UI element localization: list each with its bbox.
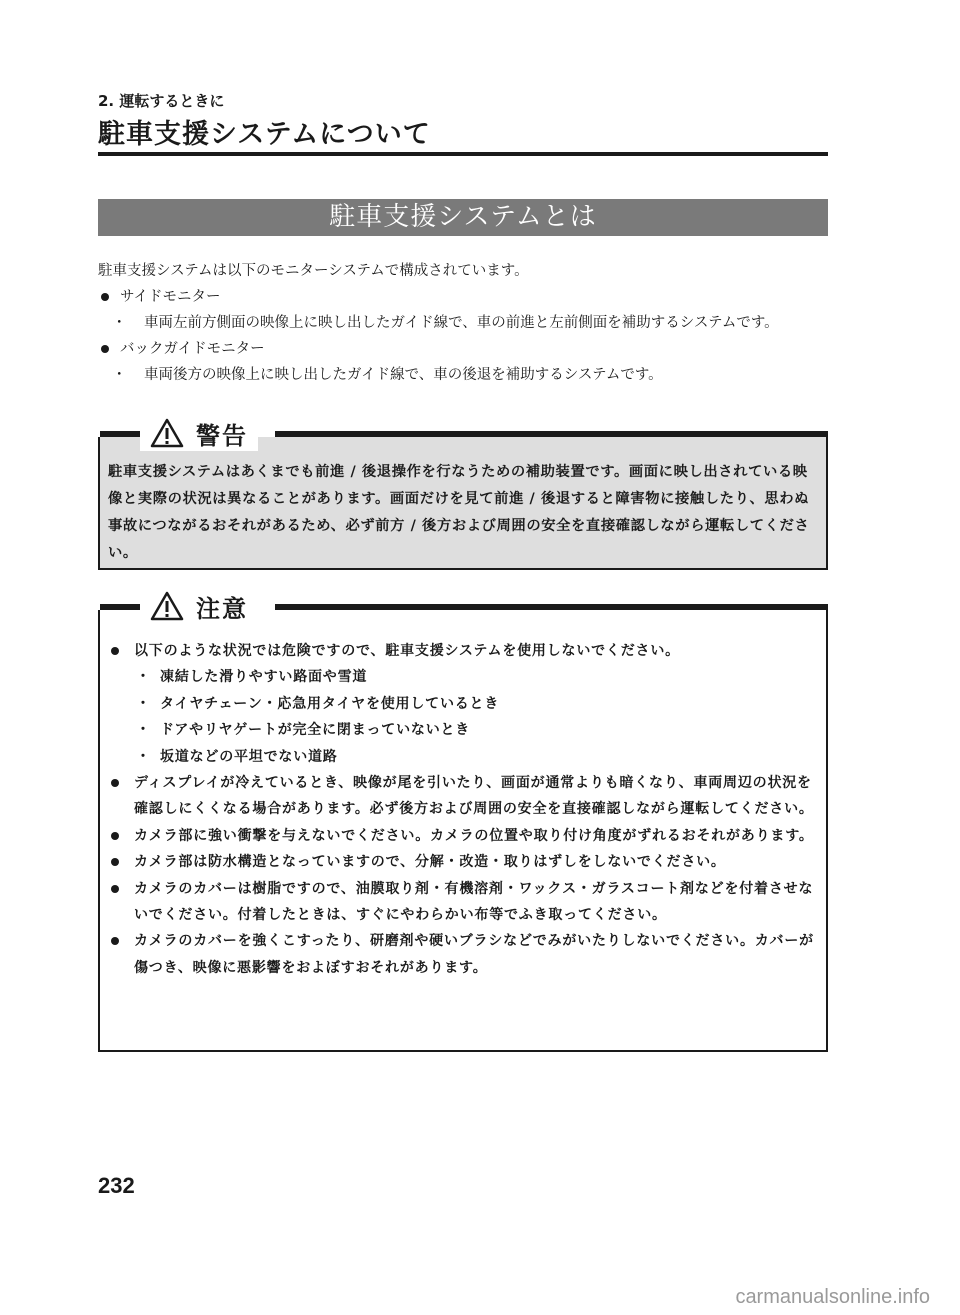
page-number: 232 xyxy=(98,1173,135,1198)
caution-item: カメラのカバーを強くこすったり、研磨剤や硬いブラシなどでみがいたりしないでください。カバーが傷つき、映像に悪影響をおよぼすおそれがあります。 xyxy=(108,928,820,981)
section-banner: 駐車支援システムとは xyxy=(98,199,828,236)
box-top-rule xyxy=(100,431,140,437)
page-title: 駐車支援システムについて xyxy=(98,119,431,150)
caution-list xyxy=(108,638,820,981)
caution-box xyxy=(98,594,828,1052)
caution-subitem: ・ タイヤチェーン・応急用タイヤを使用しているとき xyxy=(108,691,820,717)
caution-item: ディスプレイが冷えているとき、映像が尾を引いたり、画面が通常よりも暗くなり、車両周辺の状況を確認しにくくなる場合があります。必ず後方および周囲の安全を直接確認しながら運転してください。 xyxy=(108,770,820,823)
title-rule xyxy=(98,152,828,156)
intro-item-label: バックガイドモニター xyxy=(98,336,828,362)
warning-triangle-icon xyxy=(150,591,184,621)
section-label: 2. 運転するときに xyxy=(98,92,225,110)
warning-box xyxy=(98,421,828,570)
warning-text: 駐車支援システムはあくまでも前進 / 後退操作を行なうための補助装置です。画面に映し出されている映像と実際の状況は異なることがあります。画面だけを見て前進 / 後退すると障害物に接触したり、思わぬ事故につながるおそれがあるため、必ず前方 / 後方および周囲の安全を直接確認しながら運転してください。 xyxy=(108,464,810,561)
caution-subitem: ・ 坂道などの平坦でない道路 xyxy=(108,744,820,770)
caution-item: カメラのカバーは樹脂ですので、油膜取り剤・有機溶剤・ワックス・ガラスコート剤などを付着させないでください。付着したときは、すぐにやわらかい布等でふき取ってください。 xyxy=(108,876,820,929)
warning-label: 警告 xyxy=(196,421,248,450)
intro-item-detail: ・ 車両左前方側面の映像上に映し出したガイド線で、車の前進と左前側面を補助するシステムです。 xyxy=(98,310,828,336)
warning-triangle-icon xyxy=(150,418,184,448)
box-top-rule xyxy=(100,604,140,610)
box-top-rule xyxy=(275,431,828,437)
caution-label: 注意 xyxy=(196,594,248,623)
intro-item-detail: ・ 車両後方の映像上に映し出したガイド線で、車の後退を補助するシステムです。 xyxy=(98,362,828,388)
intro-lead: 駐車支援システムは以下のモニターシステムで構成されています。 xyxy=(98,263,529,279)
box-top-rule xyxy=(275,604,828,610)
intro-item-label: サイドモニター xyxy=(98,284,828,310)
intro-section xyxy=(98,258,828,388)
caution-subitem: ・ 凍結した滑りやすい路面や雪道 xyxy=(108,664,820,690)
caution-item: カメラ部に強い衝撃を与えないでください。カメラの位置や取り付け角度がずれるおそれがあります。 xyxy=(108,823,820,849)
caution-item: カメラ部は防水構造となっていますので、分解・改造・取りはずしをしないでください。 xyxy=(108,849,820,875)
warning-header xyxy=(140,415,258,451)
caution-item: 以下のような状況では危険ですので、駐車支援システムを使用しないでください。 xyxy=(108,638,820,664)
caution-subitem: ・ ドアやリヤゲートが完全に閉まっていないとき xyxy=(108,717,820,743)
watermark: carmanualsonline.info xyxy=(735,1286,930,1308)
caution-header xyxy=(140,588,258,624)
